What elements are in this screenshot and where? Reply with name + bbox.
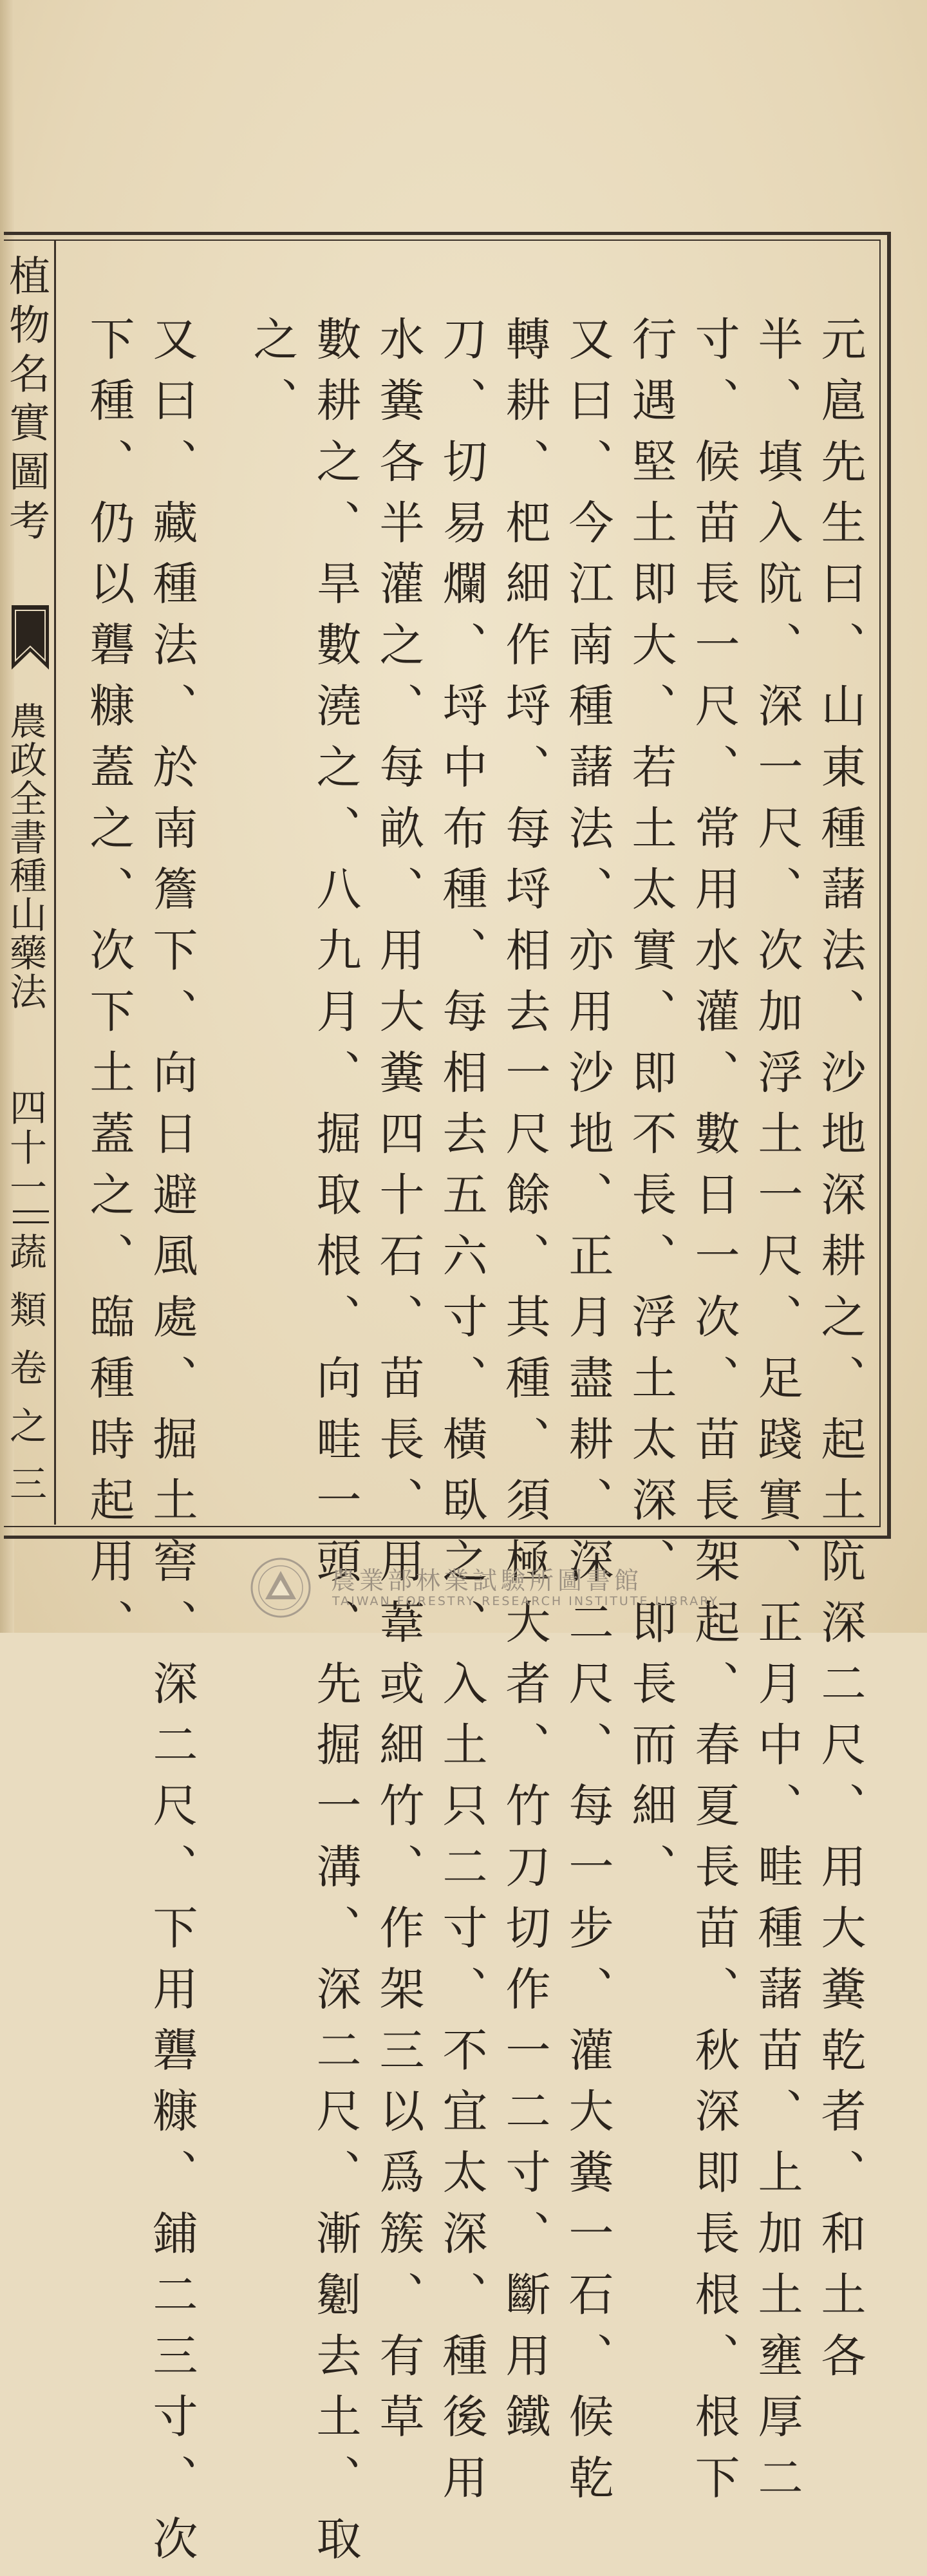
text-column-7: 刀、切易爛、埒中布種、每相去五六寸、橫臥之、入土只二寸、不宜太深、種後用 [435, 315, 488, 2515]
margin-divider-line [54, 241, 56, 1525]
text-column-11: 又曰、藏種法、於南簷下、向日避風處、掘土窖、深二尺、下用礱糠、鋪二三寸、次 [145, 315, 198, 2576]
fishtail-mark-icon [12, 605, 49, 670]
margin-category: 蔬類卷之三 [3, 1232, 47, 1522]
text-column-2: 半、填入阬、深一尺、次加浮土一尺、足踐實、正月中、畦種藷苗、上加土壅厚二 [751, 315, 803, 2515]
library-name-english: TAIWAN FORESTRY RESEARCH INSTITUTE LIBRARY [332, 1594, 719, 1608]
margin-page-number: 四十一 [3, 1088, 47, 1208]
text-column-9: 數耕之、旱數澆之、八九月、掘取根、向畦一頭、先掘一溝、深二尺、漸劖去土、取 [309, 315, 362, 2576]
text-column-3: 寸、候苗長一尺、常用水灌、數日一次、苗長架起、春夏長苗、秋深即長根、根下 [688, 315, 740, 2515]
text-column-6: 轉耕、杷細作埒、每埒相去一尺餘、其種、須極大者、竹刀切作一二寸、斷用鐵 [498, 315, 551, 2454]
margin-double-bar [13, 1210, 49, 1223]
library-name-chinese: 農業部林業試驗所圖書館 [331, 1566, 643, 1595]
text-column-10: 之、 [246, 315, 299, 438]
library-seal-icon [250, 1557, 312, 1619]
text-column-4: 行遇堅土即大、若土太實、即不長、浮土太深、即長而細、 [624, 315, 677, 1904]
text-column-1: 元扈先生曰、山東種藷法、沙地深耕之、起土阬深二尺、用大糞乾者、和土各 [814, 315, 866, 2393]
margin-source-title: 農政全書種山藥法 [3, 702, 47, 1011]
text-column-8: 水糞各半灌之、每畝、用大糞四十石、苗長、用葦或細竹、作架三以爲簇、有草 [372, 315, 425, 2454]
text-column-5: 又曰、今江南種藷法、亦用沙地、正月盡耕、深二尺、每一步、灌大糞一石、候乾 [561, 315, 614, 2515]
margin-book-title: 植物名實圖考 [2, 254, 50, 548]
text-column-12: 下種、仍以礱糠蓋之、次下土蓋之、臨種時起用、 [82, 315, 135, 1660]
